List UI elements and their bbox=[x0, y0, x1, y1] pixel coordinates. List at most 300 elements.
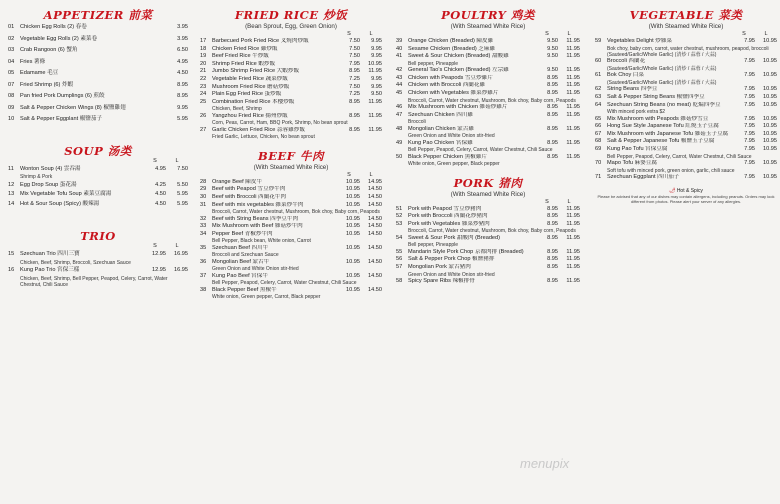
price-small: 8.95 bbox=[547, 220, 558, 227]
size-l-label: L bbox=[369, 31, 373, 37]
item-number: 62 bbox=[595, 86, 602, 93]
section-title: BEEF 牛肉 bbox=[258, 148, 324, 163]
size-s-label: S bbox=[347, 31, 351, 37]
item-number: 46 bbox=[396, 103, 403, 110]
item-name: Pork with Vegetables 雜菜炒豬肉 bbox=[408, 220, 490, 227]
price-small: 10.95 bbox=[346, 186, 360, 193]
price-large: 11.95 bbox=[566, 205, 580, 212]
allergy-note: Please be advised that any of our dishes may contain allergens, including peanuts. Orders may look different from photos. Please alert your server of any allergies. bbox=[597, 193, 775, 204]
item-name: Chicken Fried Rice 雞炒飯 bbox=[212, 45, 278, 52]
item-name: Sweet & Sour Chicken (Breaded) 甜酸雞 bbox=[408, 53, 509, 60]
item-number: 31 bbox=[200, 201, 207, 208]
item-name: Beef with Broccoli 西蘭花牛肉 bbox=[212, 193, 286, 200]
price-large: 14.50 bbox=[368, 223, 382, 230]
price-small: 7.50 bbox=[349, 38, 360, 44]
price-large: 11.95 bbox=[566, 38, 580, 44]
price-small: 7.95 bbox=[744, 130, 755, 137]
column-4 bbox=[595, 8, 777, 204]
menu-item bbox=[595, 102, 777, 110]
item-number: 45 bbox=[396, 89, 403, 96]
price-small: 10.95 bbox=[346, 223, 360, 230]
price-small: 4.50 bbox=[155, 191, 166, 198]
price-large: 14.50 bbox=[368, 201, 382, 208]
menu-item bbox=[396, 82, 580, 90]
item-name: Mix Mushroom with Peapods 雜菇炒雪豆 bbox=[607, 115, 709, 122]
price-small: 8.95 bbox=[547, 263, 558, 270]
menu-item bbox=[396, 90, 580, 98]
item-name: Pork with Peapod 雪豆炒豬肉 bbox=[408, 205, 482, 212]
item-description: Soft tofu with minced pork, green onion, garlic, chili sauce bbox=[607, 167, 735, 174]
price-large: 11.95 bbox=[566, 248, 580, 255]
item-name: Mix Mushroom with Japanese Tofu 雜菇玉子豆腐 bbox=[607, 130, 729, 137]
menu-item bbox=[396, 75, 580, 83]
price-large: 11.95 bbox=[566, 74, 580, 81]
menu-item bbox=[396, 140, 580, 148]
item-number: 08 bbox=[8, 93, 15, 99]
menu-item bbox=[200, 46, 382, 54]
item-name: Pork with Broccoli 西蘭花炒豬肉 bbox=[408, 213, 488, 220]
price-large: 10.95 bbox=[763, 101, 777, 108]
item-name: Sesame Chicken (Breaded) 芝麻雞 bbox=[408, 45, 496, 52]
item-name: Mix Mushroom with Beef 雜菇炒牛肉 bbox=[212, 223, 303, 230]
item-name: Beef Fried Rice 牛炒飯 bbox=[212, 53, 269, 60]
item-number: 41 bbox=[396, 53, 403, 60]
item-number: 11 bbox=[8, 165, 14, 172]
item-description: Bell pepper, Pineapple bbox=[408, 60, 459, 67]
vegetable-list bbox=[595, 31, 777, 182]
item-name: Pan fried Pork Dumplings (6) 煎餃 bbox=[20, 93, 105, 99]
price: 3.95 bbox=[177, 24, 188, 30]
price: 3.95 bbox=[177, 35, 188, 42]
menu-item bbox=[8, 80, 188, 92]
item-name: Fries 薯條 bbox=[20, 58, 46, 65]
menu-item bbox=[396, 53, 580, 61]
price-large: 11.95 bbox=[368, 126, 382, 133]
item-number: 44 bbox=[396, 82, 403, 89]
appetizer-section bbox=[8, 8, 188, 126]
item-name: Chicken Egg Rolls (2) 春卷 bbox=[20, 24, 87, 30]
item-number: 53 bbox=[396, 220, 403, 227]
item-description: Chicken, Beef, Shrimp, Bell Pepper, Peapod, Celery, Carrot, Water Chestnut, Chili Sauce bbox=[20, 275, 168, 289]
menu-item bbox=[595, 174, 777, 182]
fried-rice-list bbox=[200, 31, 382, 141]
price-small: 7.25 bbox=[349, 91, 360, 98]
menu-item bbox=[200, 223, 382, 231]
menu-item bbox=[8, 45, 188, 57]
menu-item bbox=[8, 181, 188, 191]
item-description: Broccoli, Carrot, Water chestnut, Mushroom, Bok choy, Baby corn, Peapods bbox=[408, 97, 576, 104]
trio-list bbox=[8, 243, 188, 288]
price-small: 8.95 bbox=[547, 277, 558, 284]
item-number: 66 bbox=[595, 123, 602, 130]
menu-item bbox=[200, 76, 382, 84]
price-large: 14.50 bbox=[368, 272, 382, 279]
menu-item bbox=[396, 126, 580, 134]
watermark: menupix bbox=[520, 456, 570, 471]
price-large: 11.95 bbox=[566, 125, 580, 132]
price-small: 8.95 bbox=[547, 205, 558, 212]
price-small: 8.95 bbox=[547, 111, 558, 118]
item-name: Yangzhou Fried Rice 揚州炒飯 bbox=[212, 112, 288, 119]
pork-section bbox=[396, 176, 580, 286]
hot-spicy-label: Hot & Spicy bbox=[676, 187, 703, 194]
item-number: 32 bbox=[200, 215, 207, 222]
price-small: 7.25 bbox=[349, 75, 360, 82]
price-large: 7.50 bbox=[177, 165, 188, 172]
menu-item bbox=[8, 103, 188, 115]
price-large: 10.95 bbox=[763, 94, 777, 100]
item-name: Black Pepper Beef 黑椒牛 bbox=[212, 286, 277, 293]
item-number: 40 bbox=[396, 45, 403, 52]
item-description: (Sauteed/Garlic/Whole Garlic) (清炒 / 蒜蓉 / 大蒜) bbox=[607, 66, 717, 72]
price-small: 8.95 bbox=[349, 98, 360, 105]
size-l-label: L bbox=[175, 157, 179, 164]
item-name: Chicken with Vegetables 雜菜炒雞片 bbox=[408, 89, 499, 96]
price-large: 10.95 bbox=[763, 130, 777, 137]
price-small: 7.95 bbox=[744, 86, 755, 93]
pork-list bbox=[396, 199, 580, 286]
item-description: Fried Garlic, Lettuce, Chicken, No bean sprout bbox=[212, 134, 315, 141]
menu-item bbox=[200, 202, 382, 210]
item-name: Mandarin Style Pork Chop 京都肉排 (Breaded) bbox=[408, 248, 524, 255]
menu-item bbox=[595, 116, 777, 124]
item-number: 58 bbox=[396, 277, 403, 284]
menu-item bbox=[396, 154, 580, 162]
menu-item bbox=[200, 179, 382, 187]
item-number: 49 bbox=[396, 139, 403, 146]
appetizer-list bbox=[8, 22, 188, 126]
item-number: 54 bbox=[396, 234, 403, 241]
menu-item bbox=[396, 46, 580, 54]
price-small: 7.95 bbox=[744, 159, 755, 166]
price-large: 9.95 bbox=[371, 45, 382, 52]
item-name: Orange Beef 陳皮牛 bbox=[212, 178, 263, 185]
item-number: 23 bbox=[200, 83, 207, 90]
item-name: Chicken with Peapods 雪豆炒雞片 bbox=[408, 74, 493, 81]
price-large: 14.50 bbox=[368, 258, 382, 265]
item-name: Combination Fried Rice 本樓炒飯 bbox=[212, 98, 295, 105]
price-large: 14.50 bbox=[368, 230, 382, 237]
item-description: Chicken, Beef, Shrimp, Broccoli, Szechuan Sauce bbox=[20, 259, 131, 266]
item-number: 14 bbox=[8, 200, 15, 207]
pepper-icon: 🌶 bbox=[669, 187, 676, 194]
menu-item bbox=[396, 67, 580, 75]
price-small: 7.95 bbox=[744, 94, 755, 100]
price-small: 8.95 bbox=[349, 68, 360, 75]
menu-item bbox=[200, 99, 382, 107]
menu-item bbox=[200, 216, 382, 224]
price-small: 7.95 bbox=[744, 38, 755, 44]
menu-item bbox=[595, 58, 777, 66]
size-l-label: L bbox=[567, 198, 571, 205]
price-large: 5.95 bbox=[177, 191, 188, 198]
item-number: 03 bbox=[8, 47, 15, 53]
item-number: 17 bbox=[200, 38, 207, 44]
price-small: 7.95 bbox=[744, 123, 755, 130]
price: 6.50 bbox=[177, 47, 188, 53]
item-number: 02 bbox=[8, 35, 15, 42]
section-title: TRIO bbox=[80, 229, 116, 244]
item-name: Bok Choy 白菜 bbox=[607, 72, 644, 79]
price-small: 10.95 bbox=[346, 193, 360, 200]
item-name: Szechuan Eggplant 四川茄子 bbox=[607, 173, 680, 180]
menu-item bbox=[396, 221, 580, 229]
item-description: Bell pepper, Pineapple bbox=[408, 242, 459, 249]
item-number: 59 bbox=[595, 38, 602, 44]
section-title: PORK 猪肉 bbox=[453, 175, 523, 190]
price-large: 10.95 bbox=[763, 173, 777, 180]
item-number: 37 bbox=[200, 272, 207, 279]
size-s-label: S bbox=[545, 198, 549, 205]
item-number: 19 bbox=[200, 53, 207, 60]
price-large: 16.95 bbox=[174, 267, 188, 274]
menu-item bbox=[396, 206, 580, 214]
price: 8.95 bbox=[177, 93, 188, 99]
menu-item bbox=[200, 84, 382, 92]
menu-item bbox=[200, 231, 382, 239]
price-small: 8.95 bbox=[547, 89, 558, 96]
section-subtitle: (Bean Sprout, Egg, Green Onion) bbox=[245, 23, 337, 30]
price-large: 10.95 bbox=[763, 72, 777, 79]
item-description: Broccoli, Carrot, Water chestnut, Mushroom, Bok choy, Baby corn, Peapods bbox=[408, 228, 576, 235]
price-large: 11.95 bbox=[566, 82, 580, 89]
price-small: 10.95 bbox=[346, 178, 360, 185]
item-number: 36 bbox=[200, 258, 207, 265]
item-number: 56 bbox=[396, 256, 403, 263]
price-small: 9.50 bbox=[547, 53, 558, 60]
item-name: Edamame 毛豆 bbox=[20, 70, 59, 76]
item-name: General Tao's Chicken (Breaded) 左宗雞 bbox=[408, 67, 509, 74]
menu-item bbox=[200, 113, 382, 121]
price-large: 14.95 bbox=[368, 178, 382, 185]
price-large: 9.50 bbox=[371, 91, 382, 98]
item-description: Green Onion and White Onion stir-fried bbox=[408, 133, 495, 140]
menu-item bbox=[8, 114, 188, 126]
item-name: Mongolian Pork 蒙古豬肉 bbox=[408, 263, 471, 270]
item-number: 71 bbox=[595, 173, 602, 180]
vegetable-section bbox=[595, 8, 777, 182]
price: 4.95 bbox=[177, 58, 188, 65]
item-description: Bell Pepper, Peapod, Celery, Carrot, Water Chestnut, Chili Sauce bbox=[212, 280, 357, 287]
menu-item bbox=[200, 287, 382, 295]
item-number: 61 bbox=[595, 72, 602, 79]
item-name: Szechuan Trio 四川三寶 bbox=[20, 251, 80, 258]
price-small: 12.95 bbox=[152, 267, 166, 274]
item-name: Kung Pao Trio 宮保三樣 bbox=[20, 267, 80, 274]
item-number: 01 bbox=[8, 24, 15, 30]
price-large: 11.95 bbox=[368, 112, 382, 119]
section-title: VEGETABLE 菜类 bbox=[629, 8, 743, 22]
item-description: Green Onion and White Onion stir-fried bbox=[408, 271, 495, 278]
item-number: 63 bbox=[595, 94, 602, 100]
item-name: Crab Rangoon (6) 蟹角 bbox=[20, 47, 78, 53]
poultry-section bbox=[396, 8, 580, 168]
item-name: Mix Mushroom with Chicken 雜菇炒雞片 bbox=[408, 103, 508, 110]
price-large: 11.95 bbox=[566, 153, 580, 160]
item-name: Vegetable Egg Rolls (2) 素菜卷 bbox=[20, 35, 98, 42]
item-name: Pepper Beef 青椒炒牛肉 bbox=[212, 230, 273, 237]
price: 9.95 bbox=[177, 104, 188, 111]
menu-item bbox=[200, 61, 382, 69]
price-large: 14.50 bbox=[368, 244, 382, 251]
price-small: 7.50 bbox=[349, 45, 360, 52]
item-number: 60 bbox=[595, 58, 602, 65]
item-name: Mix Vegetable Tofu Soup 素菜豆腐湯 bbox=[20, 191, 112, 198]
item-name: String Beans 四季豆 bbox=[607, 86, 658, 93]
price-large: 11.95 bbox=[566, 67, 580, 74]
size-s-label: S bbox=[153, 157, 157, 164]
item-name: Mushroom Fried Rice 蘑菇炒飯 bbox=[212, 83, 290, 90]
price-small: 8.95 bbox=[547, 256, 558, 263]
fried-rice-section bbox=[200, 8, 382, 141]
item-number: 34 bbox=[200, 230, 207, 237]
item-number: 20 bbox=[200, 60, 207, 67]
item-name: Hong Sue Style Japanese Tofu 紅燒玉子豆腐 bbox=[607, 123, 719, 130]
item-name: Broccoli 西蘭花 bbox=[607, 58, 646, 65]
price-small: 8.95 bbox=[547, 125, 558, 132]
size-l-label: L bbox=[567, 31, 571, 37]
price-small: 7.95 bbox=[744, 101, 755, 108]
menu-item bbox=[396, 213, 580, 221]
item-number: 28 bbox=[200, 178, 207, 185]
section-title: FRIED RICE 炒饭 bbox=[234, 8, 348, 22]
price-large: 9.95 bbox=[371, 75, 382, 82]
item-name: Chicken with Broccoli 西蘭花雞 bbox=[408, 82, 486, 89]
menu-item bbox=[595, 131, 777, 139]
price-large: 10.95 bbox=[763, 38, 777, 44]
item-number: 39 bbox=[396, 38, 403, 44]
item-description: Bok choy, baby corn, carrot, water chestnut, mushroom, peapod, broccoli (Sauteed/Garlic/Whole Garlic) (清炒 / 蒜蓉 / 大蒜) bbox=[607, 45, 769, 58]
section-title: POULTRY 鸡类 bbox=[441, 8, 535, 22]
menu-item bbox=[8, 250, 188, 260]
price-large: 10.95 bbox=[368, 60, 382, 67]
price-small: 12.95 bbox=[152, 251, 166, 258]
price-large: 11.95 bbox=[566, 111, 580, 118]
menu-item bbox=[200, 68, 382, 76]
price-large: 11.95 bbox=[566, 139, 580, 146]
price-small: 8.95 bbox=[547, 234, 558, 241]
item-name: Beef with String Beans 四季豆牛肉 bbox=[212, 215, 299, 222]
item-number: 25 bbox=[200, 98, 207, 105]
price-small: 7.95 bbox=[744, 115, 755, 122]
price-small: 7.95 bbox=[744, 173, 755, 180]
item-number: 07 bbox=[8, 81, 15, 88]
item-number: 12 bbox=[8, 181, 15, 188]
menu-item bbox=[595, 72, 777, 80]
price-large: 16.95 bbox=[174, 251, 188, 258]
size-l-label: L bbox=[764, 31, 768, 37]
price-large: 14.50 bbox=[368, 186, 382, 193]
price-small: 7.95 bbox=[744, 58, 755, 65]
price-large: 9.95 bbox=[371, 38, 382, 44]
price-small: 7.95 bbox=[744, 145, 755, 152]
item-number: 38 bbox=[200, 286, 207, 293]
price-small: 10.95 bbox=[346, 230, 360, 237]
size-l-label: L bbox=[175, 243, 179, 250]
size-header bbox=[8, 158, 188, 165]
menu-item bbox=[8, 165, 188, 175]
price-large: 11.95 bbox=[566, 53, 580, 60]
item-number: 13 bbox=[8, 191, 15, 198]
item-number: 50 bbox=[396, 153, 403, 160]
price-small: 4.25 bbox=[155, 181, 166, 188]
price-large: 10.95 bbox=[763, 159, 777, 166]
soup-section bbox=[8, 144, 188, 210]
price-small: 7.95 bbox=[349, 60, 360, 67]
item-number: 55 bbox=[396, 248, 403, 255]
menu-item bbox=[595, 146, 777, 154]
price-small: 9.50 bbox=[547, 67, 558, 74]
section-title: APPETIZER 前菜 bbox=[43, 8, 153, 22]
menu-item bbox=[8, 91, 188, 103]
item-number: 29 bbox=[200, 186, 207, 193]
price-small: 8.95 bbox=[547, 139, 558, 146]
menu-item bbox=[595, 38, 777, 46]
item-description: Bell Pepper, Black bean, White onion, Carrot bbox=[212, 238, 311, 245]
menu-item bbox=[396, 249, 580, 257]
menu-item bbox=[200, 91, 382, 99]
menu-item bbox=[595, 138, 777, 146]
item-number: 15 bbox=[8, 251, 15, 258]
item-description: Broccoli bbox=[408, 119, 426, 126]
menu-item bbox=[200, 259, 382, 267]
menu-item bbox=[200, 245, 382, 253]
column-3 bbox=[396, 8, 580, 292]
item-name: Beef with Peapod 雪豆炒牛肉 bbox=[212, 186, 286, 193]
menu-item bbox=[8, 200, 188, 210]
price-small: 7.50 bbox=[349, 53, 360, 60]
poultry-list bbox=[396, 31, 580, 168]
size-header bbox=[200, 31, 382, 38]
item-description: Broccoli, Carrot, Water chestnut, Mushroom, Bok choy, Baby corn, Peapods bbox=[212, 209, 380, 216]
menu-item bbox=[595, 94, 777, 102]
menu-item bbox=[396, 235, 580, 243]
menu-item bbox=[396, 38, 580, 46]
section-subtitle: (With Steamed White Rice) bbox=[450, 23, 526, 30]
size-s-label: S bbox=[545, 31, 549, 37]
menu-item bbox=[200, 38, 382, 46]
item-number: 30 bbox=[200, 193, 207, 200]
price-large: 14.50 bbox=[368, 215, 382, 222]
item-name: Kung Pao Chicken 宮保雞 bbox=[408, 139, 473, 146]
soup-list bbox=[8, 158, 188, 210]
beef-list bbox=[200, 172, 382, 301]
price-large: 11.95 bbox=[566, 89, 580, 96]
price-large: 10.95 bbox=[763, 115, 777, 122]
price-large: 14.50 bbox=[368, 286, 382, 293]
item-name: Spicy Spare Ribs 辣椒排骨 bbox=[408, 277, 475, 284]
price-large: 14.50 bbox=[368, 193, 382, 200]
price-small: 8.95 bbox=[349, 112, 360, 119]
price-small: 4.95 bbox=[155, 165, 166, 172]
menu-item bbox=[595, 123, 777, 131]
price-small: 8.95 bbox=[547, 153, 558, 160]
menu-item bbox=[8, 266, 188, 276]
price-large: 11.95 bbox=[566, 263, 580, 270]
menu-item bbox=[396, 256, 580, 264]
menu-item bbox=[200, 194, 382, 202]
item-name: Mongolian Beef 蒙古牛 bbox=[212, 258, 270, 265]
menu-item bbox=[595, 160, 777, 168]
item-description: Bell Pepper, Peapod, Celery, Carrot, Water Chestnut, Chili Sauce bbox=[408, 147, 553, 154]
item-number: 64 bbox=[595, 101, 602, 108]
price-large: 5.50 bbox=[177, 181, 188, 188]
item-number: 43 bbox=[396, 74, 403, 81]
size-header bbox=[8, 243, 188, 250]
item-description: Green Onion and White Onion stir-fried bbox=[212, 266, 299, 273]
size-l-label: L bbox=[369, 171, 373, 178]
price-small: 10.95 bbox=[346, 286, 360, 293]
